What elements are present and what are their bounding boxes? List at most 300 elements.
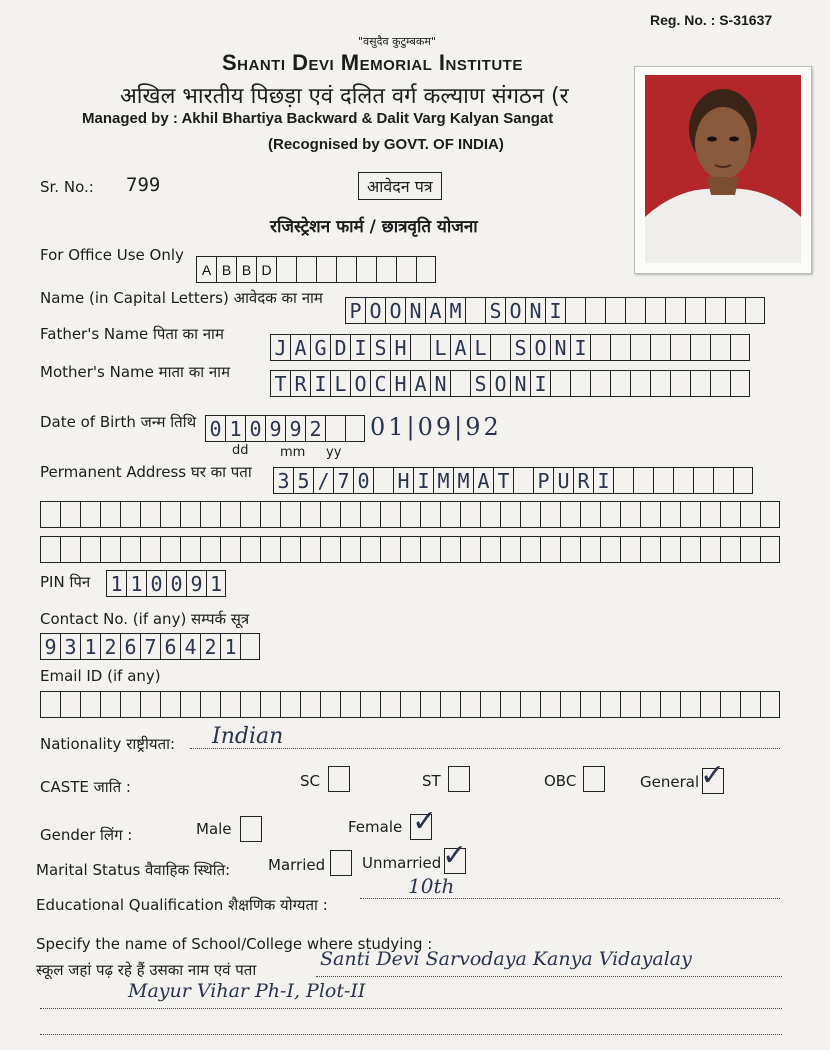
mother-cell[interactable]: N	[510, 370, 530, 397]
father-cell[interactable]: D	[330, 334, 350, 361]
addr3-cell[interactable]	[360, 536, 380, 563]
name-cell[interactable]	[725, 297, 745, 324]
mother-cell[interactable]	[690, 370, 710, 397]
addr2-cell[interactable]	[660, 501, 680, 528]
addr2-cell[interactable]	[60, 501, 80, 528]
mother-cell[interactable]: H	[390, 370, 410, 397]
mother-cell[interactable]	[650, 370, 670, 397]
mother-cell[interactable]: R	[290, 370, 310, 397]
nationality-value: Indian	[212, 724, 284, 749]
email-cell[interactable]	[420, 691, 440, 718]
education-line	[360, 898, 780, 899]
email-cell[interactable]	[540, 691, 560, 718]
addr2-cell[interactable]	[460, 501, 480, 528]
name-cell[interactable]: O	[365, 297, 385, 324]
father-cell[interactable]: A	[290, 334, 310, 361]
avedan-patra: आवेदन पत्र	[358, 172, 442, 200]
addr1-cell[interactable]	[733, 467, 753, 494]
addr1-cell[interactable]: M	[453, 467, 473, 494]
hindi-org-name: अखिल भारतीय पिछड़ा एवं दलित वर्ग कल्याण संगठन (र	[120, 84, 569, 109]
email-cell[interactable]	[240, 691, 260, 718]
name-cell[interactable]	[685, 297, 705, 324]
mother-cell[interactable]: O	[350, 370, 370, 397]
school-line-1	[316, 976, 782, 977]
addr2-cell[interactable]	[80, 501, 100, 528]
caste-obc-checkbox[interactable]	[583, 766, 605, 792]
email-cell[interactable]	[180, 691, 200, 718]
marital-married-checkbox[interactable]	[330, 850, 352, 876]
education-value: 10th	[408, 874, 455, 898]
contact-cell[interactable]: 7	[140, 633, 160, 660]
mother-cell[interactable]	[670, 370, 690, 397]
caste-label: CASTE जाति :	[40, 778, 131, 796]
contact-cell[interactable]: 4	[180, 633, 200, 660]
email-cell[interactable]	[480, 691, 500, 718]
name-cell[interactable]	[625, 297, 645, 324]
applicant-photo	[634, 66, 812, 274]
pin-cell[interactable]: 9	[186, 570, 206, 597]
school-hindi-label: स्कूल जहां पढ़ रहे हैं उसका नाम एवं पता	[36, 961, 257, 979]
office-cell: A	[196, 256, 216, 283]
addr1-cell[interactable]: U	[553, 467, 573, 494]
name-cell[interactable]	[565, 297, 585, 324]
father-cell[interactable]	[490, 334, 510, 361]
dob-cell[interactable]: 9	[285, 415, 305, 442]
marital-unmarried-tick-icon: ✓	[442, 838, 468, 873]
mother-boxes[interactable]	[270, 370, 750, 397]
father-cell[interactable]	[610, 334, 630, 361]
dob-mm-label: mm	[280, 445, 306, 460]
email-cell[interactable]	[120, 691, 140, 718]
mother-label: Mother's Name माता का नाम	[40, 363, 231, 381]
addr1-cell[interactable]	[713, 467, 733, 494]
addr3-cell[interactable]	[380, 536, 400, 563]
father-cell[interactable]	[690, 334, 710, 361]
office-cell	[296, 256, 316, 283]
addr1-cell[interactable]	[693, 467, 713, 494]
father-cell[interactable]: N	[550, 334, 570, 361]
dob-yy-label: yy	[326, 445, 342, 460]
email-label: Email ID (if any)	[40, 667, 161, 685]
name-cell[interactable]: P	[345, 297, 365, 324]
contact-cell[interactable]: 9	[40, 633, 60, 660]
education-label: Educational Qualification शैक्षणिक योग्यता :	[36, 896, 328, 914]
father-cell[interactable]	[630, 334, 650, 361]
mother-cell[interactable]: L	[330, 370, 350, 397]
name-cell[interactable]: I	[545, 297, 565, 324]
addr3-cell[interactable]	[340, 536, 360, 563]
addr1-cell[interactable]: R	[573, 467, 593, 494]
addr2-cell[interactable]	[720, 501, 740, 528]
addr1-cell[interactable]: I	[593, 467, 613, 494]
addr2-cell[interactable]	[260, 501, 280, 528]
email-cell[interactable]	[680, 691, 700, 718]
contact-cell[interactable]: 1	[80, 633, 100, 660]
dob-handwritten: 01|09|92	[370, 413, 502, 441]
caste-obc-label: OBC	[544, 772, 577, 790]
addr3-cell[interactable]	[540, 536, 560, 563]
addr3-cell[interactable]	[560, 536, 580, 563]
addr3-cell[interactable]	[640, 536, 660, 563]
addr3-cell[interactable]	[300, 536, 320, 563]
school-value-line2: Mayur Vihar Ph-I, Plot-II	[128, 980, 366, 1002]
addr2-cell[interactable]	[340, 501, 360, 528]
father-cell[interactable]: O	[530, 334, 550, 361]
contact-label: Contact No. (if any) सम्पर्क सूत्र	[40, 610, 250, 628]
email-cell[interactable]	[440, 691, 460, 718]
father-boxes[interactable]	[270, 334, 750, 361]
addr2-cell[interactable]	[640, 501, 660, 528]
mother-cell[interactable]	[610, 370, 630, 397]
addr3-cell[interactable]	[680, 536, 700, 563]
office-cell	[276, 256, 296, 283]
addr3-cell[interactable]	[440, 536, 460, 563]
caste-sc-checkbox[interactable]	[328, 766, 350, 792]
motto: "वसुदैव कुटुम्बकम"	[358, 35, 436, 48]
contact-cell[interactable]: 2	[100, 633, 120, 660]
email-cell[interactable]	[380, 691, 400, 718]
addr2-cell[interactable]	[560, 501, 580, 528]
father-cell[interactable]	[410, 334, 430, 361]
dob-cell[interactable]: 9	[265, 415, 285, 442]
addr3-cell[interactable]	[320, 536, 340, 563]
name-cell[interactable]: O	[505, 297, 525, 324]
name-cell[interactable]	[745, 297, 765, 324]
father-cell[interactable]	[670, 334, 690, 361]
addr1-cell[interactable]	[633, 467, 653, 494]
dob-cell[interactable]: 0	[205, 415, 225, 442]
sr-no-label: Sr. No.:	[40, 178, 94, 196]
form-title: रजिस्ट्रेशन फार्म / छात्रवृति योजना	[270, 217, 478, 237]
addr2-cell[interactable]	[280, 501, 300, 528]
gender-female-label: Female	[348, 818, 403, 836]
addr3-cell[interactable]	[400, 536, 420, 563]
name-cell[interactable]	[665, 297, 685, 324]
addr1-cell[interactable]: 0	[353, 467, 373, 494]
email-cell[interactable]	[620, 691, 640, 718]
addr2-cell[interactable]	[480, 501, 500, 528]
addr3-cell[interactable]	[280, 536, 300, 563]
addr2-cell[interactable]	[500, 501, 520, 528]
mother-cell[interactable]: T	[270, 370, 290, 397]
addr3-cell[interactable]	[60, 536, 80, 563]
addr3-cell[interactable]	[760, 536, 780, 563]
name-cell[interactable]	[465, 297, 485, 324]
email-cell[interactable]	[260, 691, 280, 718]
contact-boxes[interactable]	[40, 633, 260, 660]
addr3-cell[interactable]	[140, 536, 160, 563]
caste-st-checkbox[interactable]	[448, 766, 470, 792]
office-cell: B	[216, 256, 236, 283]
addr2-cell[interactable]	[140, 501, 160, 528]
email-cell[interactable]	[460, 691, 480, 718]
mother-cell[interactable]: S	[470, 370, 490, 397]
mother-cell[interactable]: A	[410, 370, 430, 397]
addr3-cell[interactable]	[100, 536, 120, 563]
addr3-cell[interactable]	[260, 536, 280, 563]
caste-general-tick-icon: ✓	[700, 758, 726, 793]
institute-name: Shanti Devi Memorial Institute	[222, 50, 523, 75]
father-cell[interactable]	[710, 334, 730, 361]
addr2-cell[interactable]	[200, 501, 220, 528]
mother-cell[interactable]	[730, 370, 750, 397]
marital-unmarried-label: Unmarried	[362, 854, 442, 872]
school-line-2	[40, 1008, 782, 1009]
addr3-cell[interactable]	[700, 536, 720, 563]
addr3-cell[interactable]	[40, 536, 60, 563]
pin-cell[interactable]: 0	[166, 570, 186, 597]
email-cell[interactable]	[700, 691, 720, 718]
addr2-cell[interactable]	[180, 501, 200, 528]
addr1-cell[interactable]: /	[313, 467, 333, 494]
addr2-cell[interactable]	[440, 501, 460, 528]
email-cell[interactable]	[280, 691, 300, 718]
contact-cell[interactable]: 6	[160, 633, 180, 660]
pin-cell[interactable]: 1	[126, 570, 146, 597]
father-cell[interactable]: L	[430, 334, 450, 361]
addr2-cell[interactable]	[740, 501, 760, 528]
dob-cell[interactable]	[325, 415, 345, 442]
email-cell[interactable]	[220, 691, 240, 718]
addr2-cell[interactable]	[700, 501, 720, 528]
managed-by: Managed by : Akhil Bhartiya Backward & Dalit Varg Kalyan Sangat	[82, 110, 554, 127]
reg-no: Reg. No. : S-31637	[650, 12, 773, 28]
mother-cell[interactable]	[450, 370, 470, 397]
pin-boxes[interactable]	[106, 570, 226, 597]
email-cell[interactable]	[300, 691, 320, 718]
email-cell[interactable]	[660, 691, 680, 718]
mother-cell[interactable]	[570, 370, 590, 397]
addr2-cell[interactable]	[580, 501, 600, 528]
name-cell[interactable]: M	[445, 297, 465, 324]
office-cell	[336, 256, 356, 283]
addr2-cell[interactable]	[320, 501, 340, 528]
addr1-cell[interactable]	[513, 467, 533, 494]
email-cell[interactable]	[160, 691, 180, 718]
email-cell[interactable]	[340, 691, 360, 718]
father-cell[interactable]: S	[370, 334, 390, 361]
email-cell[interactable]	[720, 691, 740, 718]
addr3-cell[interactable]	[740, 536, 760, 563]
addr1-cell[interactable]	[653, 467, 673, 494]
father-cell[interactable]: A	[450, 334, 470, 361]
addr1-cell[interactable]: H	[393, 467, 413, 494]
email-cell[interactable]	[200, 691, 220, 718]
school-line-3	[40, 1034, 782, 1035]
name-boxes[interactable]	[345, 297, 765, 324]
email-cell[interactable]	[400, 691, 420, 718]
office-cell	[416, 256, 436, 283]
addr2-cell[interactable]	[240, 501, 260, 528]
dob-cell[interactable]: 0	[245, 415, 265, 442]
email-cell[interactable]	[580, 691, 600, 718]
school-label: Specify the name of School/College where studying :	[36, 935, 433, 953]
addr1-cell[interactable]: 5	[293, 467, 313, 494]
addr3-cell[interactable]	[720, 536, 740, 563]
pin-cell[interactable]: 1	[106, 570, 126, 597]
father-cell[interactable]	[650, 334, 670, 361]
gender-male-checkbox[interactable]	[240, 816, 262, 842]
name-cell[interactable]	[645, 297, 665, 324]
addr3-cell[interactable]	[120, 536, 140, 563]
addr1-cell[interactable]: 3	[273, 467, 293, 494]
mother-cell[interactable]: N	[430, 370, 450, 397]
email-cell[interactable]	[640, 691, 660, 718]
email-cell[interactable]	[60, 691, 80, 718]
pin-label: PIN पिन	[40, 573, 91, 591]
dob-cell[interactable]	[345, 415, 365, 442]
address-boxes-2[interactable]	[40, 501, 780, 528]
contact-cell[interactable]: 1	[220, 633, 240, 660]
mother-cell[interactable]: I	[310, 370, 330, 397]
addr2-cell[interactable]	[760, 501, 780, 528]
dob-boxes[interactable]	[205, 415, 365, 442]
addr3-cell[interactable]	[420, 536, 440, 563]
nationality-label: Nationality राष्ट्रीयता:	[40, 735, 176, 753]
addr2-cell[interactable]	[600, 501, 620, 528]
contact-cell[interactable]	[240, 633, 260, 660]
father-cell[interactable]: L	[470, 334, 490, 361]
pin-cell[interactable]: 1	[206, 570, 226, 597]
name-cell[interactable]: N	[405, 297, 425, 324]
caste-st-label: ST	[422, 772, 441, 790]
addr1-cell[interactable]	[613, 467, 633, 494]
office-use-label: For Office Use Only	[40, 246, 184, 264]
addr2-cell[interactable]	[680, 501, 700, 528]
addr2-cell[interactable]	[620, 501, 640, 528]
contact-cell[interactable]: 3	[60, 633, 80, 660]
addr3-cell[interactable]	[180, 536, 200, 563]
name-cell[interactable]	[585, 297, 605, 324]
addr2-cell[interactable]	[520, 501, 540, 528]
email-cell[interactable]	[100, 691, 120, 718]
email-cell[interactable]	[740, 691, 760, 718]
addr2-cell[interactable]	[160, 501, 180, 528]
office-cell	[376, 256, 396, 283]
caste-sc-label: SC	[300, 772, 320, 790]
address-boxes-3[interactable]	[40, 536, 780, 563]
addr2-cell[interactable]	[120, 501, 140, 528]
name-cell[interactable]: O	[385, 297, 405, 324]
father-label: Father's Name पिता का नाम	[40, 325, 224, 343]
father-cell[interactable]: I	[350, 334, 370, 361]
office-cell	[356, 256, 376, 283]
office-cell	[396, 256, 416, 283]
addr3-cell[interactable]	[460, 536, 480, 563]
addr3-cell[interactable]	[660, 536, 680, 563]
addr3-cell[interactable]	[200, 536, 220, 563]
address-boxes-1[interactable]	[273, 467, 753, 494]
father-cell[interactable]	[730, 334, 750, 361]
mother-cell[interactable]: I	[530, 370, 550, 397]
gender-female-tick-icon: ✓	[412, 804, 438, 839]
email-cell[interactable]	[520, 691, 540, 718]
addr2-cell[interactable]	[40, 501, 60, 528]
name-cell[interactable]	[605, 297, 625, 324]
marital-label: Marital Status वैवाहिक स्थिति:	[36, 861, 231, 879]
name-cell[interactable]: A	[425, 297, 445, 324]
dob-cell[interactable]: 2	[305, 415, 325, 442]
name-cell[interactable]	[705, 297, 725, 324]
addr2-cell[interactable]	[360, 501, 380, 528]
marital-married-label: Married	[268, 856, 326, 874]
mother-cell[interactable]	[710, 370, 730, 397]
father-cell[interactable]: H	[390, 334, 410, 361]
addr2-cell[interactable]	[420, 501, 440, 528]
addr1-cell[interactable]: P	[533, 467, 553, 494]
addr2-cell[interactable]	[400, 501, 420, 528]
address-label: Permanent Address घर का पता	[40, 463, 252, 481]
email-boxes[interactable]	[40, 691, 780, 718]
father-cell[interactable]: S	[510, 334, 530, 361]
addr1-cell[interactable]	[373, 467, 393, 494]
addr3-cell[interactable]	[220, 536, 240, 563]
addr1-cell[interactable]: A	[473, 467, 493, 494]
email-cell[interactable]	[760, 691, 780, 718]
mother-cell[interactable]	[590, 370, 610, 397]
email-cell[interactable]	[360, 691, 380, 718]
addr2-cell[interactable]	[100, 501, 120, 528]
addr1-cell[interactable]: I	[413, 467, 433, 494]
addr2-cell[interactable]	[220, 501, 240, 528]
mother-cell[interactable]	[550, 370, 570, 397]
email-cell[interactable]	[80, 691, 100, 718]
addr1-cell[interactable]: 7	[333, 467, 353, 494]
father-cell[interactable]: I	[570, 334, 590, 361]
mother-cell[interactable]: C	[370, 370, 390, 397]
mother-cell[interactable]: O	[490, 370, 510, 397]
gender-male-label: Male	[196, 820, 232, 838]
school-value-line1: Santi Devi Sarvodaya Kanya Vidayalay	[320, 948, 692, 970]
email-cell[interactable]	[40, 691, 60, 718]
addr3-cell[interactable]	[480, 536, 500, 563]
father-cell[interactable]: J	[270, 334, 290, 361]
addr1-cell[interactable]: T	[493, 467, 513, 494]
addr3-cell[interactable]	[240, 536, 260, 563]
email-cell[interactable]	[320, 691, 340, 718]
father-cell[interactable]	[590, 334, 610, 361]
addr3-cell[interactable]	[600, 536, 620, 563]
email-cell[interactable]	[560, 691, 580, 718]
name-cell[interactable]: S	[485, 297, 505, 324]
addr1-cell[interactable]: M	[433, 467, 453, 494]
addr3-cell[interactable]	[80, 536, 100, 563]
pin-cell[interactable]: 0	[146, 570, 166, 597]
addr3-cell[interactable]	[520, 536, 540, 563]
contact-cell[interactable]: 6	[120, 633, 140, 660]
mother-cell[interactable]	[630, 370, 650, 397]
addr3-cell[interactable]	[620, 536, 640, 563]
contact-cell[interactable]: 2	[200, 633, 220, 660]
addr2-cell[interactable]	[300, 501, 320, 528]
email-cell[interactable]	[140, 691, 160, 718]
email-cell[interactable]	[600, 691, 620, 718]
addr3-cell[interactable]	[580, 536, 600, 563]
father-cell[interactable]: G	[310, 334, 330, 361]
recognised: (Recognised by GOVT. OF INDIA)	[268, 136, 504, 153]
addr1-cell[interactable]	[673, 467, 693, 494]
email-cell[interactable]	[500, 691, 520, 718]
dob-dd-label: dd	[232, 443, 249, 458]
addr2-cell[interactable]	[380, 501, 400, 528]
dob-cell[interactable]: 1	[225, 415, 245, 442]
addr3-cell[interactable]	[160, 536, 180, 563]
addr3-cell[interactable]	[500, 536, 520, 563]
office-cell: D	[256, 256, 276, 283]
name-cell[interactable]: N	[525, 297, 545, 324]
name-label: Name (in Capital Letters) आवेदक का नाम	[40, 289, 323, 307]
addr2-cell[interactable]	[540, 501, 560, 528]
